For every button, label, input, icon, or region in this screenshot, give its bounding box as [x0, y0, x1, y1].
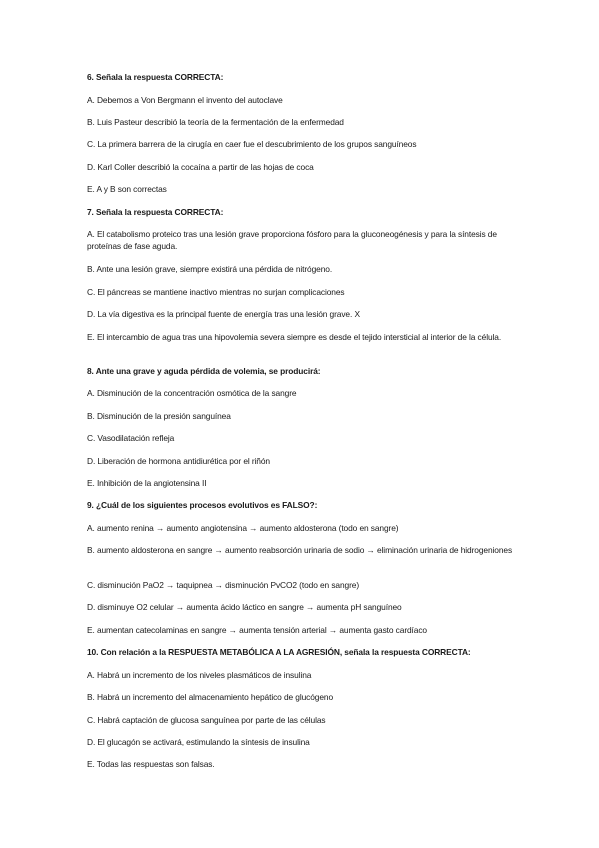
question-9-option-b: B. aumento aldosterona en sangre → aumento reabsorción urinaria de sodio → eliminación urinaria de hidrogeniones — [87, 545, 513, 555]
question-7-option-a: A. El catabolismo proteico tras una lesión grave proporciona fósforo para la gluconeogénesis y para la síntesis de proteínas de fase aguda. — [87, 229, 497, 251]
question-6-option-b: B. Luis Pasteur describió la teoría de la fermentación de la enfermedad — [87, 117, 344, 127]
question-8-option-b: B. Disminución de la presión sanguínea — [87, 411, 231, 421]
question-6-option-e: E. A y B son correctas — [87, 184, 167, 194]
question-9-option-e: E. aumentan catecolaminas en sangre → aumenta tensión arterial → aumenta gasto cardíaco — [87, 625, 427, 635]
question-6-option-d: D. Karl Coller describió la cocaína a partir de las hojas de coca — [87, 162, 314, 172]
question-8-heading: 8. Ante una grave y aguda pérdida de volemia, se producirá: — [87, 366, 321, 376]
question-8-option-d: D. Liberación de hormona antidiurética por el riñón — [87, 456, 270, 466]
question-10-heading: 10. Con relación a la RESPUESTA METABÓLICA A LA AGRESIÓN, señala la respuesta CORRECTA: — [87, 647, 471, 657]
question-10-option-b: B. Habrá un incremento del almacenamiento hepático de glucógeno — [87, 692, 334, 702]
question-9-option-a: A. aumento renina → aumento angiotensina → aumento aldosterona (todo en sangre) — [87, 523, 399, 533]
question-7-option-e: E. El intercambio de agua tras una hipovolemia severa siempre es desde el tejido intersticial al interior de la célula. — [87, 332, 502, 342]
question-7-option-c: C. El páncreas se mantiene inactivo mientras no surjan complicaciones — [87, 287, 345, 297]
question-6-option-c: C. La primera barrera de la cirugía en caer fue el descubrimiento de los grupos sanguíneos — [87, 139, 417, 149]
question-7-option-b: B. Ante una lesión grave, siempre existirá una pérdida de nitrógeno. — [87, 264, 333, 274]
question-6-option-a: A. Debemos a Von Bergmann el invento del autoclave — [87, 95, 283, 105]
question-10-option-a: A. Habrá un incremento de los niveles plasmáticos de insulina — [87, 670, 312, 680]
question-9-heading: 9. ¿Cuál de los siguientes procesos evolutivos es FALSO?: — [87, 500, 318, 510]
question-6-heading: 6. Señala la respuesta CORRECTA: — [87, 72, 224, 82]
question-9-option-d: D. disminuye O2 celular → aumenta ácido láctico en sangre → aumenta pH sanguíneo — [87, 602, 402, 612]
question-10-option-c: C. Habrá captación de glucosa sanguínea por parte de las células — [87, 715, 326, 725]
question-7-heading: 7. Señala la respuesta CORRECTA: — [87, 207, 224, 217]
question-8-option-e: E. Inhibición de la angiotensina II — [87, 478, 207, 488]
question-8-option-a: A. Disminución de la concentración osmótica de la sangre — [87, 388, 297, 398]
question-7-option-d: D. La vía digestiva es la principal fuente de energía tras una lesión grave. X — [87, 309, 360, 319]
question-10-option-d: D. El glucagón se activará, estimulando la síntesis de insulina — [87, 737, 310, 747]
question-9-option-c: C. disminución PaO2 → taquipnea → disminución PvCO2 (todo en sangre) — [87, 580, 360, 590]
question-10-option-e: E. Todas las respuestas son falsas. — [87, 759, 215, 769]
question-8-option-c: C. Vasodilatación refleja — [87, 433, 175, 443]
